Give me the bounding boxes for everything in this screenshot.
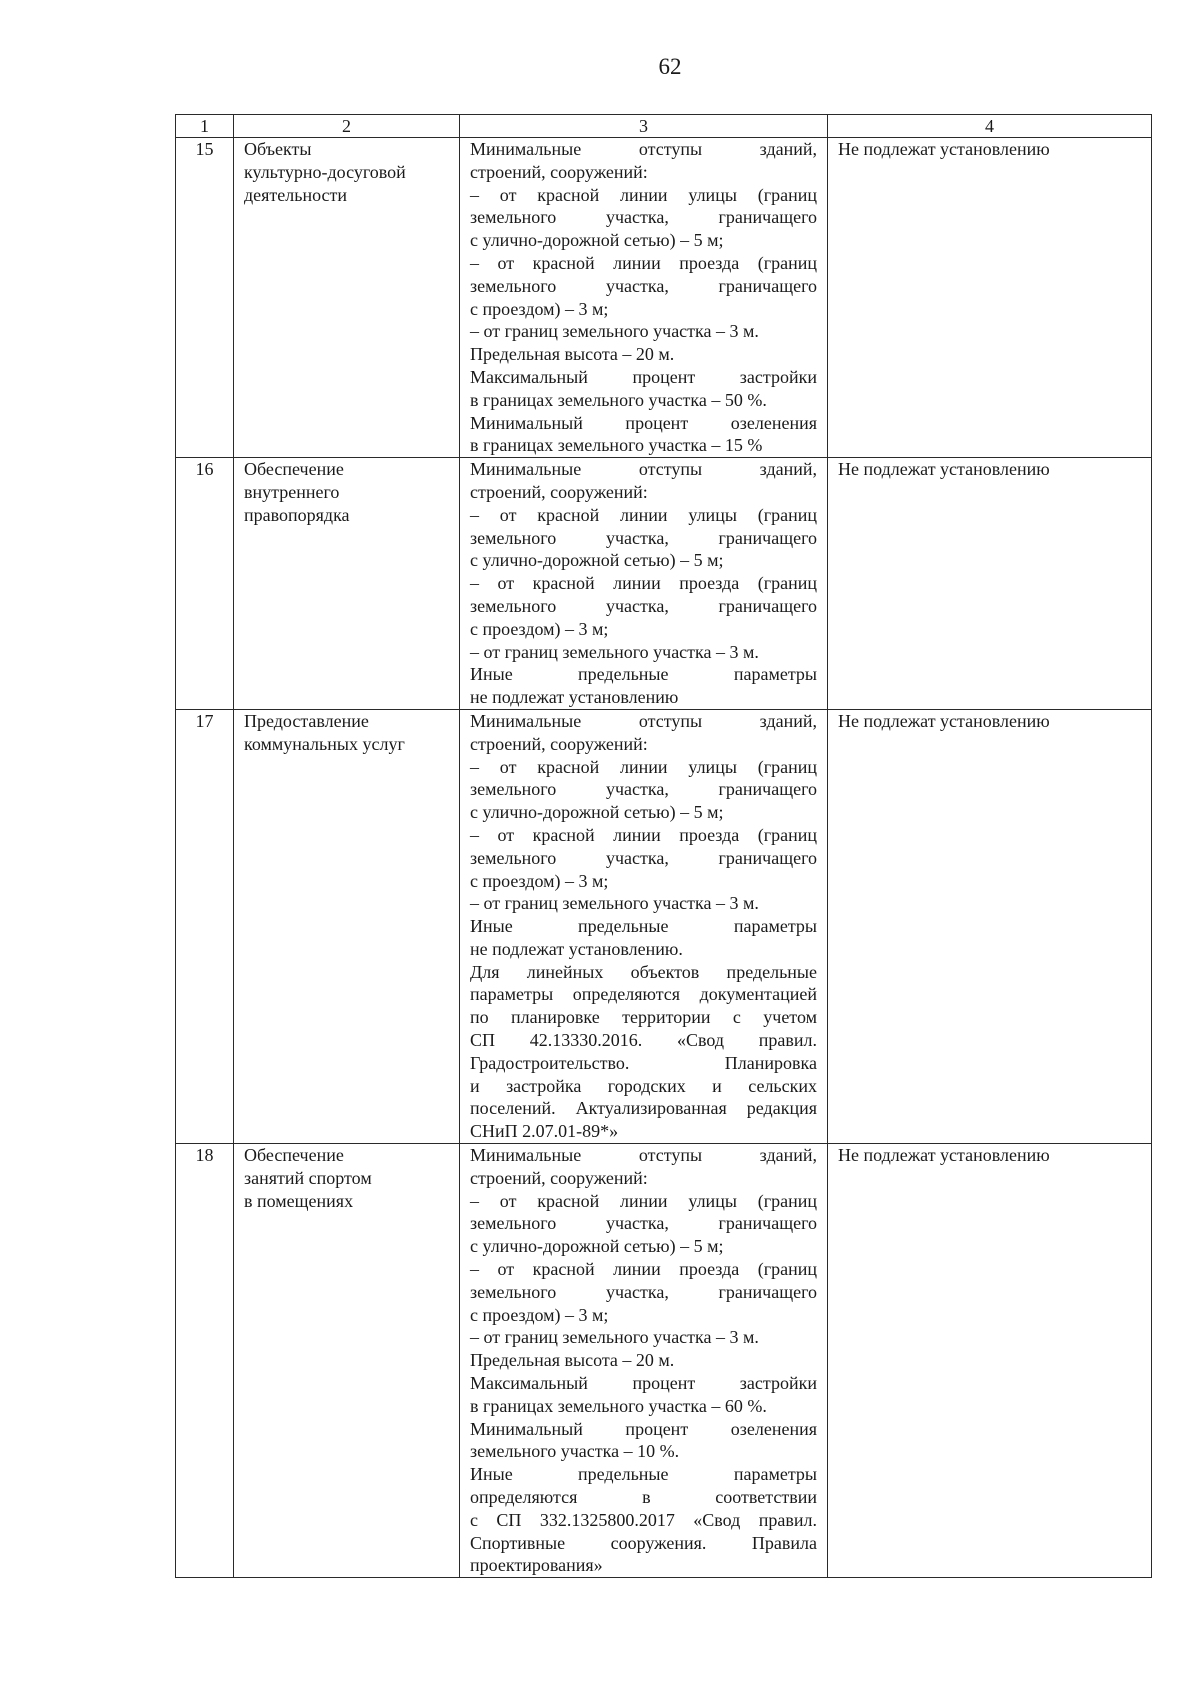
parameter-line: Минимальные отступы зданий, <box>470 1145 817 1166</box>
parameter-line: Максимальный процент застройки <box>470 1373 817 1394</box>
land-use-type-line: Объекты <box>244 139 312 159</box>
column-header-1: 1 <box>176 115 234 138</box>
parameter-line: Максимальный процент застройки <box>470 366 817 387</box>
parameter-line: строений, сооружений: <box>470 1167 648 1188</box>
parameter-line: земельного участка, граничащего <box>470 779 817 800</box>
land-use-type-line: коммунальных услуг <box>244 733 405 754</box>
parameter-line: с проездом) – 3 м; <box>470 870 609 891</box>
restrictions-text: Не подлежат установлению <box>838 459 1050 480</box>
column-header-2: 2 <box>234 115 460 138</box>
parameter-line: с улично-дорожной сетью) – 5 м; <box>470 802 724 823</box>
parameter-line: с проездом) – 3 м; <box>470 1304 609 1325</box>
parameter-line: с проездом) – 3 м; <box>470 298 609 319</box>
parameter-line: Для линейных объектов предельные <box>470 961 817 982</box>
parameter-line: – от красной линии улицы (границ <box>470 184 817 205</box>
page-number: 62 <box>658 54 682 79</box>
restrictions-text: Не подлежат установлению <box>838 710 1050 731</box>
parameter-line: строений, сооружений: <box>470 481 648 502</box>
column-header-4: 4 <box>828 115 1152 138</box>
parameter-line: в границах земельного участка – 60 %. <box>470 1395 767 1416</box>
parameters-cell <box>460 458 828 710</box>
parameter-line: не подлежат установлению <box>470 687 679 708</box>
parameter-line: земельного участка, граничащего <box>470 527 817 548</box>
land-use-type-line: занятий спортом <box>244 1167 372 1188</box>
parameter-line: с улично-дорожной сетью) – 5 м; <box>470 550 724 571</box>
parameters-cell <box>460 1144 828 1578</box>
parameter-line: Минимальные отступы зданий, <box>470 459 817 480</box>
row-number: 18 <box>176 1144 234 1578</box>
parameter-line: – от границ земельного участка – 3 м. <box>470 321 759 342</box>
land-use-type-line: Обеспечение <box>244 1145 344 1166</box>
land-use-type-line: культурно-досуговой <box>244 161 406 182</box>
parameter-line: Иные предельные параметры <box>470 664 817 685</box>
parameter-line: Минимальный процент озеленения <box>470 412 817 433</box>
parameter-line: земельного участка, граничащего <box>470 207 817 228</box>
land-use-type-line: деятельности <box>244 184 348 205</box>
parameter-line: земельного участка, граничащего <box>470 595 817 616</box>
parameter-line: Предельная высота – 20 м. <box>470 1350 675 1371</box>
parameter-line: с улично-дорожной сетью) – 5 м; <box>470 230 724 251</box>
land-use-type-line: правопорядка <box>244 504 350 525</box>
column-header-3: 3 <box>460 115 828 138</box>
table-row <box>176 138 1152 458</box>
parameter-line: строений, сооружений: <box>470 161 648 182</box>
parameter-line: Иные предельные параметры <box>470 916 817 937</box>
parameter-line: в границах земельного участка – 15 % <box>470 435 763 456</box>
row-number: 17 <box>176 709 234 1143</box>
table-header-row <box>176 115 1152 138</box>
parameter-line: с СП 332.1325800.2017 «Свод правил. <box>470 1509 817 1530</box>
parameter-line: земельного участка – 10 %. <box>470 1441 680 1462</box>
parameter-line: земельного участка, граничащего <box>470 275 817 296</box>
parameter-line: – от красной линии проезда (границ <box>470 573 817 594</box>
parameter-line: Минимальные отступы зданий, <box>470 139 817 159</box>
parameters-cell <box>460 138 828 458</box>
parameter-line: Предельная высота – 20 м. <box>470 344 675 365</box>
parameter-line: земельного участка, граничащего <box>470 847 817 868</box>
land-use-type-line: Предоставление <box>244 710 369 731</box>
parameter-line: – от границ земельного участка – 3 м. <box>470 1327 759 1348</box>
land-use-type-line: в помещениях <box>244 1190 354 1211</box>
parameter-line: параметры определяются документацией <box>470 984 817 1005</box>
parameter-line: – от красной линии проезда (границ <box>470 252 817 273</box>
land-use-type-line: внутреннего <box>244 481 340 502</box>
table-row <box>176 1144 1152 1578</box>
restrictions-text: Не подлежат установлению <box>838 139 1050 159</box>
parameters-cell <box>460 709 828 1143</box>
parameter-line: строений, сооружений: <box>470 733 648 754</box>
parameter-line: поселений. Актуализированная редакция <box>470 1098 817 1119</box>
parameter-line: – от красной линии проезда (границ <box>470 824 817 845</box>
restrictions-cell <box>828 1144 1152 1578</box>
parameter-line: Спортивные сооружения. Правила <box>470 1532 817 1553</box>
restrictions-cell <box>828 709 1152 1143</box>
table-body <box>176 115 1152 1578</box>
parameter-line: и застройка городских и сельских <box>470 1075 817 1096</box>
land-use-type-cell <box>234 709 460 1143</box>
parameter-line: Градостроительство. Планировка <box>470 1052 817 1073</box>
row-number: 16 <box>176 458 234 710</box>
parameter-line: – от красной линии улицы (границ <box>470 756 817 777</box>
restrictions-text: Не подлежат установлению <box>838 1145 1050 1166</box>
parameter-line: земельного участка, граничащего <box>470 1281 817 1302</box>
parameter-line: – от красной линии улицы (границ <box>470 504 817 525</box>
parameter-line: земельного участка, граничащего <box>470 1213 817 1234</box>
parameter-line: Минимальный процент озеленения <box>470 1418 817 1439</box>
parameter-line: не подлежат установлению. <box>470 938 683 959</box>
parameter-line: в границах земельного участка – 50 %. <box>470 389 767 410</box>
parameter-line: – от границ земельного участка – 3 м. <box>470 893 759 914</box>
parameter-line: по планировке территории с учетом <box>470 1007 817 1028</box>
regulations-table <box>175 114 1152 1578</box>
row-number: 15 <box>176 138 234 458</box>
parameter-line: Иные предельные параметры <box>470 1464 817 1485</box>
table-row <box>176 458 1152 710</box>
table-row <box>176 709 1152 1143</box>
parameter-line: – от красной линии проезда (границ <box>470 1259 817 1280</box>
restrictions-cell <box>828 138 1152 458</box>
land-use-type-cell <box>234 138 460 458</box>
parameter-line: СП 42.13330.2016. «Свод правил. <box>470 1030 817 1051</box>
restrictions-cell <box>828 458 1152 710</box>
parameter-line: проектирования» <box>470 1555 603 1576</box>
parameter-line: СНиП 2.07.01-89*» <box>470 1121 619 1142</box>
parameter-line: с проездом) – 3 м; <box>470 618 609 639</box>
parameter-line: с улично-дорожной сетью) – 5 м; <box>470 1236 724 1257</box>
parameter-line: – от красной линии улицы (границ <box>470 1190 817 1211</box>
land-use-type-cell <box>234 458 460 710</box>
parameter-line: – от границ земельного участка – 3 м. <box>470 641 759 662</box>
land-use-type-cell <box>234 1144 460 1578</box>
parameter-line: Минимальные отступы зданий, <box>470 710 817 731</box>
parameter-line: определяются в соответствии <box>470 1487 817 1508</box>
land-use-type-line: Обеспечение <box>244 459 344 480</box>
